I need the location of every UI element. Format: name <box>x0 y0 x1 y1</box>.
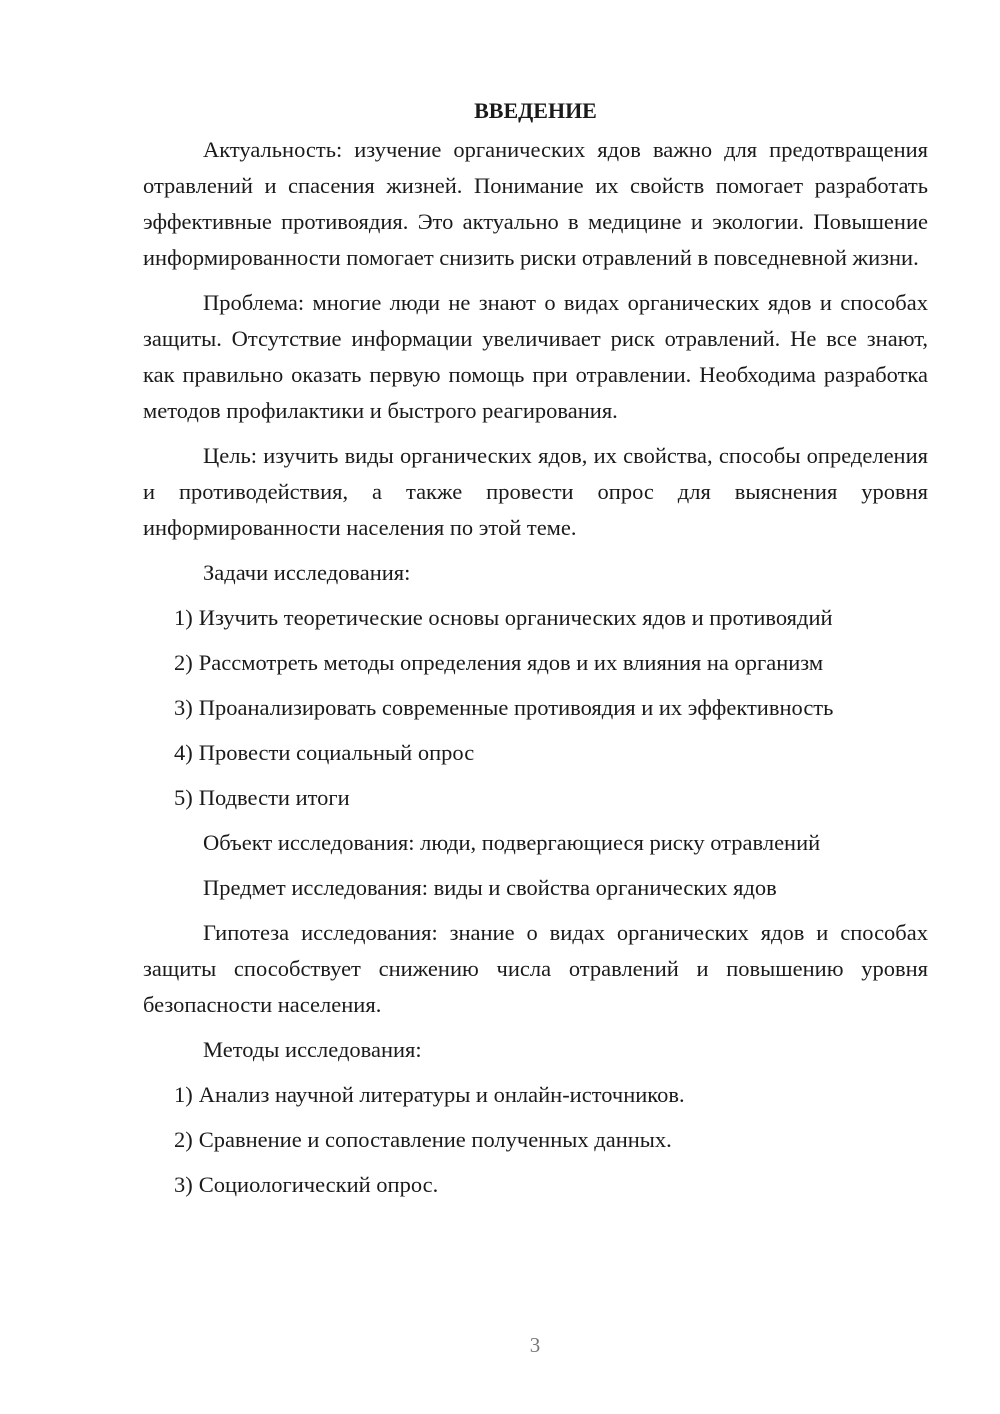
object-paragraph: Объект исследования: люди, подвергающиеся риску отравлений <box>203 830 821 855</box>
list-item <box>143 735 928 771</box>
methods-list <box>143 1077 928 1203</box>
list-item-text: Изучить теоретические основы органических ядов и противоядий <box>198 605 833 630</box>
list-item <box>143 645 928 681</box>
list-item-number: 3) <box>174 695 193 720</box>
list-item-number: 3) <box>174 1172 193 1197</box>
goal-paragraph: Цель: изучить виды органических ядов, их свойства, способы определения и противодействия, а также провести опрос для выяснения уровня информированности населения по этой теме. <box>143 443 928 540</box>
list-item-number: 5) <box>174 785 193 810</box>
relevance-paragraph: Актуальность: изучение органических ядов важно для предотвращения отравлений и спасения жизней. Понимание их свойств помогает разработать эффективные противоядия. Это актуально в медицине и экологии. Повышение информированности помогает снизить риски отравлений в повседневной жизни. <box>143 137 928 270</box>
list-item <box>143 780 928 816</box>
list-item <box>143 1122 928 1158</box>
list-item <box>143 1077 928 1113</box>
list-item-number: 4) <box>174 740 193 765</box>
list-item <box>143 1167 928 1203</box>
page-number: 3 <box>529 1333 541 1357</box>
list-item <box>143 690 928 726</box>
problem-paragraph: Проблема: многие люди не знают о видах органических ядов и способах защиты. Отсутствие информации увеличивает риск отравлений. Не все знают, как правильно оказать первую помощь при отравлении. Необходима разработка методов профилактики и быстрого реагирования. <box>143 290 928 423</box>
list-item <box>143 600 928 636</box>
list-item-text: Провести социальный опрос <box>198 740 475 765</box>
list-item-text: Рассмотреть методы определения ядов и их влияния на организм <box>198 650 824 675</box>
tasks-heading: Задачи исследования: <box>203 560 411 585</box>
list-item-text: Социологический опрос. <box>198 1172 439 1197</box>
list-item-text: Проанализировать современные противоядия и их эффективность <box>198 695 834 720</box>
list-item-text: Подвести итоги <box>198 785 350 810</box>
page-content <box>143 94 928 1212</box>
list-item-text: Анализ научной литературы и онлайн-источников. <box>198 1082 685 1107</box>
list-item-number: 2) <box>174 650 193 675</box>
tasks-list <box>143 600 928 816</box>
list-item-number: 1) <box>174 1082 193 1107</box>
subject-paragraph: Предмет исследования: виды и свойства органических ядов <box>203 875 777 900</box>
hypothesis-paragraph: Гипотеза исследования: знание о видах органических ядов и способах защиты способствует снижению числа отравлений и повышению уровня безопасности населения. <box>143 920 928 1017</box>
list-item-text: Сравнение и сопоставление полученных данных. <box>198 1127 672 1152</box>
section-heading: ВВЕДЕНИЕ <box>474 98 597 123</box>
list-item-number: 1) <box>174 605 193 630</box>
methods-heading: Методы исследования: <box>203 1037 422 1062</box>
list-item-number: 2) <box>174 1127 193 1152</box>
